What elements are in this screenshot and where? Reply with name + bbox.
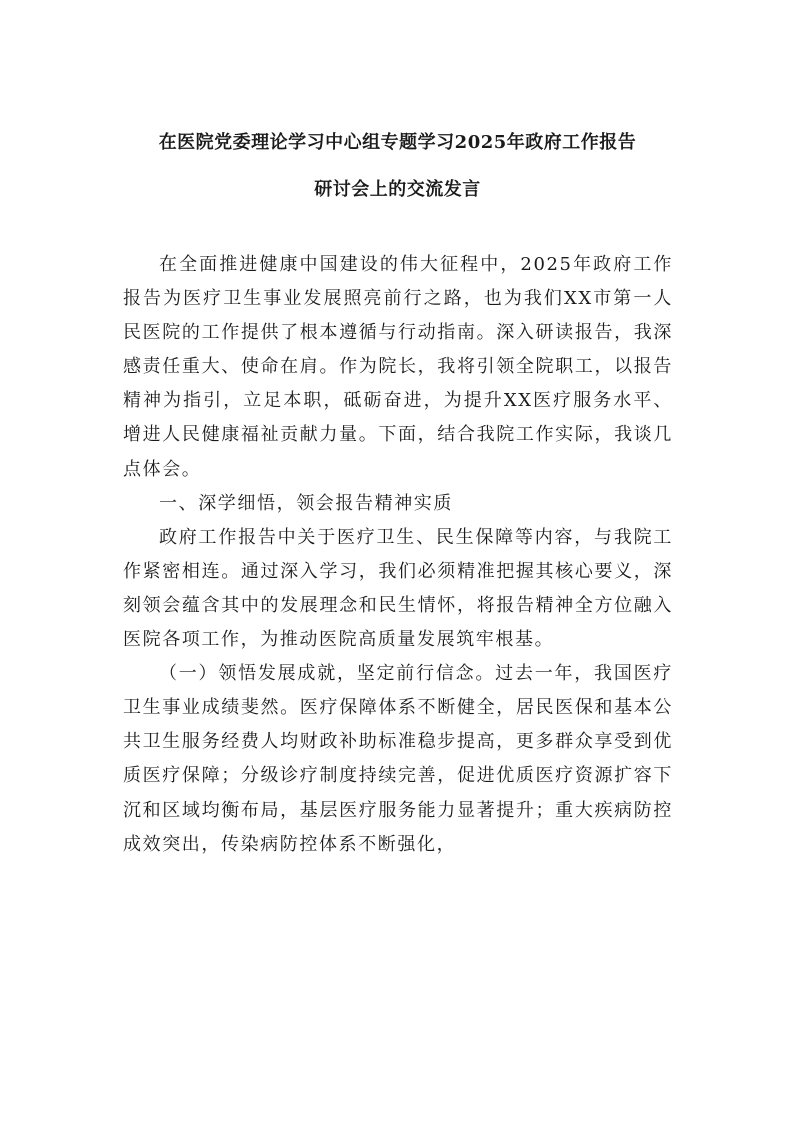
paragraph-section-1: 政府工作报告中关于医疗卫生、民生保障等内容，与我院工作紧密相连。通过深入学习，我们必须精准把握其核心要义，深刻领会蕴含其中的发展理念和民生情怀，将报告精神全方位融入医院各项工作，为推动医院高质量发展筑牢根基。 xyxy=(123,526,673,651)
paragraph-intro: 在全面推进健康中国建设的伟大征程中，2025年政府工作报告为医疗卫生事业发展照亮前行之路，也为我们XX市第一人民医院的工作提供了根本遵循与行动指南。深入研读报告，我深感责任重大、使命在肩。作为院长，我将引领全院职工，以报告精神为指引，立足本职，砥砺奋进，为提升XX医疗服务水平、增进人民健康福祉贡献力量。下面，结合我院工作实际，我谈几点体会。 xyxy=(123,254,673,480)
document-title-line-2: 研讨会上的交流发言 xyxy=(314,179,481,200)
document-title-line-1: 在医院党委理论学习中心组专题学习2025年政府工作报告 xyxy=(158,132,637,153)
paragraph-subsection-1: （一）领悟发展成就，坚定前行信念。过去一年，我国医疗卫生事业成绩斐然。医疗保障体系不断健全，居民医保和基本公共卫生服务经费人均财政补助标准稳步提高，更多群众享受到优质医疗保障；分级诊疗制度持续完善，促进优质医疗资源扩容下沉和区域均衡布局，基层医疗服务能力显著提升；重大疾病防控成效突出，传染病防控体系不断强化， xyxy=(123,663,673,855)
section-heading-1: 一、深学细悟，领会报告精神实质 xyxy=(159,492,453,514)
document-body xyxy=(123,248,673,862)
